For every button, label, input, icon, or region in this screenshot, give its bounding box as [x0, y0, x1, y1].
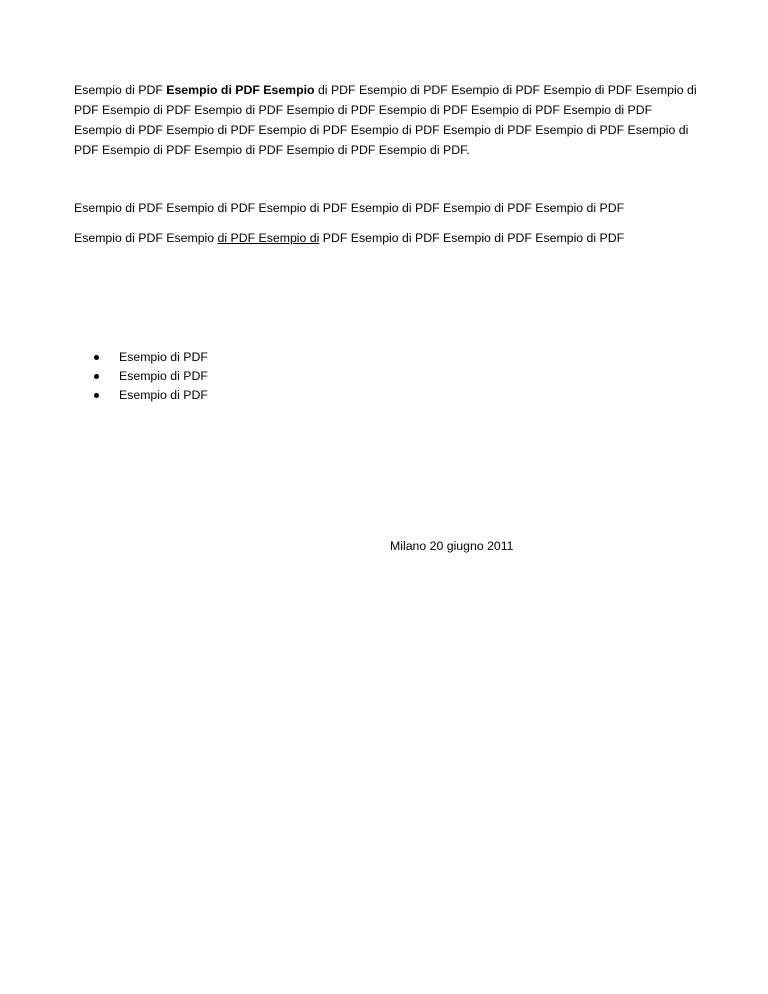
list-item-label: Esempio di PDF: [119, 350, 208, 364]
date-signature: Milano 20 giugno 2011: [390, 539, 514, 553]
list-item-label: Esempio di PDF: [119, 388, 208, 402]
list-item: [94, 367, 208, 386]
list-item: [94, 386, 208, 405]
text-run: Esempio di PDF: [74, 83, 167, 97]
paragraph-line: Esempio di PDF Esempio di PDF Esempio di PDF Esempio di PDF Esempio di PDF Esempio di PDF Esempio di: [74, 123, 689, 137]
paragraph-line: PDF Esempio di PDF Esempio di PDF Esempio di PDF Esempio di PDF.: [74, 143, 470, 157]
underlined-text-run: di PDF Esempio di: [217, 231, 320, 245]
bullet-icon: [94, 393, 99, 398]
list-item-label: Esempio di PDF: [119, 369, 208, 383]
list-item: [94, 348, 208, 367]
bullet-icon: [94, 355, 99, 360]
text-run: PDF Esempio di PDF Esempio di PDF Esempio di PDF: [319, 231, 625, 245]
bullet-icon: [94, 374, 99, 379]
paragraph-line: [74, 80, 704, 100]
bold-text-run: Esempio di PDF Esempio: [166, 83, 315, 97]
paragraph-intro: [74, 80, 704, 160]
paragraph-third: [74, 228, 624, 248]
text-run: di PDF Esempio di PDF Esempio di PDF Esempio di PDF Esempio di: [314, 83, 697, 97]
paragraph-line: PDF Esempio di PDF Esempio di PDF Esempio di PDF Esempio di PDF Esempio di PDF Esempio di PDF: [74, 103, 653, 117]
text-run: Esempio di PDF Esempio: [74, 231, 218, 245]
bullet-list: [94, 348, 208, 405]
paragraph-second: Esempio di PDF Esempio di PDF Esempio di PDF Esempio di PDF Esempio di PDF Esempio di PDF: [74, 201, 625, 215]
